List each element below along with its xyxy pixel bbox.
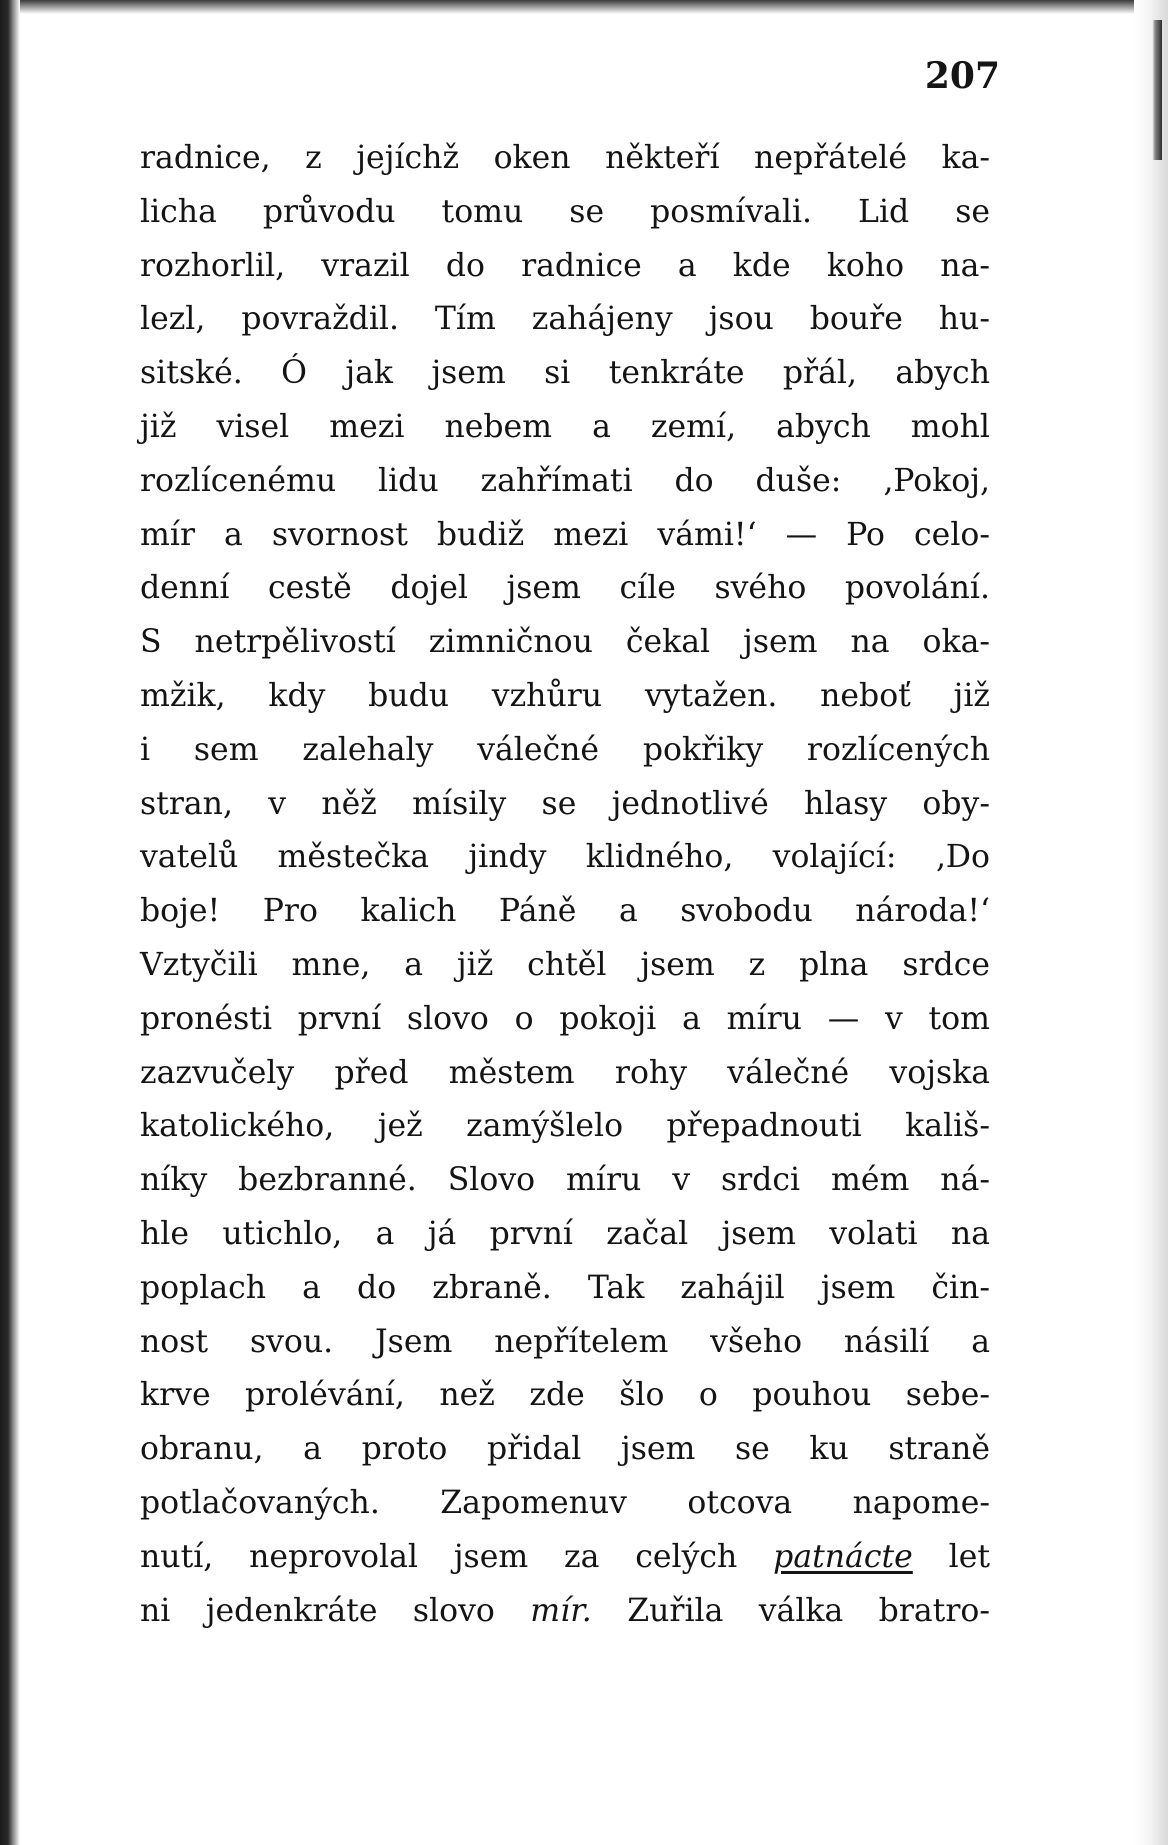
- text-line: krve prolévání, než zde šlo o pouhou sebe-: [140, 1377, 990, 1414]
- text-line: mír a svornost budiž mezi vámi!‘ — Po celo-: [140, 516, 990, 553]
- text-line: lezl, povraždil. Tím zahájeny jsou bouře hu-: [140, 301, 990, 338]
- text-line: mžik, kdy budu vzhůru vytažen. neboť již: [140, 677, 990, 714]
- text-line: zazvučely před městem rohy válečné vojska: [140, 1054, 990, 1091]
- emphasis-mir: mír.: [530, 1592, 592, 1629]
- text-line: obranu, a proto přidal jsem se ku straně: [140, 1431, 990, 1468]
- text-line: katolického, jež zamýšlelo přepadnouti kališ-: [140, 1108, 990, 1145]
- text-line: denní cestě dojel jsem cíle svého povolání.: [140, 570, 990, 607]
- text-line: licha průvodu tomu se posmívali. Lid se: [140, 193, 990, 230]
- text-line: stran, v něž mísily se jednotlivé hlasy oby-: [140, 785, 990, 822]
- text-line-with-emphasis: [140, 1531, 990, 1585]
- emphasis-patnacte: patnácte: [773, 1538, 913, 1575]
- text-line: sitské. Ó jak jsem si tenkráte přál, abych: [140, 355, 990, 392]
- text-line: poplach a do zbraně. Tak zahájil jsem čin-: [140, 1269, 990, 1306]
- page-number: 207: [924, 55, 1000, 97]
- text-line: hle utichlo, a já první začal jsem volati na: [140, 1215, 990, 1252]
- text-line: S netrpělivostí zimničnou čekal jsem na oka-: [140, 624, 990, 661]
- text-line: nost svou. Jsem nepřítelem všeho násilí a: [140, 1323, 990, 1360]
- text-segment: Zuřila válka bratro-: [591, 1592, 991, 1629]
- text-line: rozhorlil, vrazil do radnice a kde koho na-: [140, 247, 990, 284]
- body-text: [140, 132, 990, 1638]
- text-segment: nutí, neprovolal jsem za celých: [140, 1538, 774, 1575]
- text-line: radnice, z jejíchž oken někteří nepřátelé ka-: [140, 140, 990, 176]
- text-line: níky bezbranné. Slovo míru v srdci mém ná-: [140, 1162, 990, 1199]
- text-line: vatelů městečka jindy klidného, volající: ‚Do: [140, 839, 990, 876]
- text-line: boje! Pro kalich Páně a svobodu národa!‘: [140, 893, 990, 930]
- text-line-with-emphasis: [140, 1585, 990, 1639]
- text-line: potlačovaných. Zapomenuv otcova napome-: [140, 1484, 990, 1521]
- text-line: rozlícenému lidu zahřímati do duše: ‚Pokoj,: [140, 462, 990, 499]
- text-segment: ni jedenkráte slovo: [140, 1592, 531, 1629]
- text-segment: let: [912, 1538, 990, 1575]
- text-line: pronésti první slovo o pokoji a míru — v tom: [140, 1000, 990, 1037]
- text-line: již visel mezi nebem a zemí, abych mohl: [140, 408, 990, 445]
- text-line: Vztyčili mne, a již chtěl jsem z plna srdce: [140, 946, 990, 983]
- text-line: i sem zalehaly válečné pokřiky rozlícených: [140, 731, 990, 768]
